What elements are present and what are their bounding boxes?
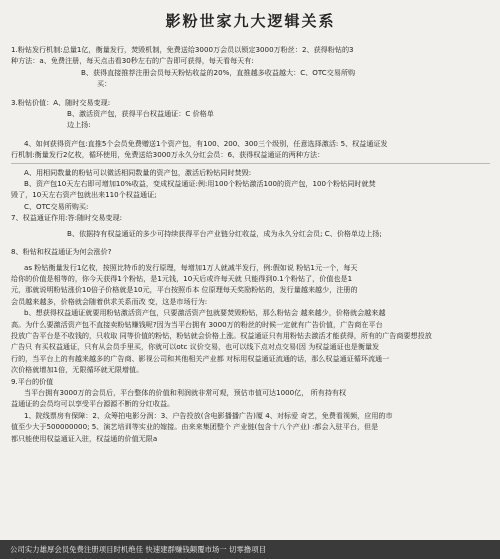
section-9-platform-value: [11, 376, 490, 444]
text-line: 次价格就增加1倍，无限循环就无限增值。: [11, 365, 144, 375]
divider: [11, 163, 490, 164]
page-title: 影粉世家九大逻辑关系: [165, 12, 336, 30]
text-line: 4、如何获得资产包:直推5个会员免费赠送1个资产包，有100、200、300三个级别，任意选择激活: 5、权益通证发: [24, 138, 388, 148]
text-line: 毁了，10天左右资产包就出来110个权益通证;: [11, 190, 157, 200]
text-line: 7、权益通证作用:答:随时交易变现:: [11, 213, 122, 223]
section-1-issuance: [11, 44, 490, 90]
footer-banner: 公司实力雄厚会员免费注册项目时机绝佳 快速建群赚钱颠覆市场一 切零撸项目: [0, 540, 500, 559]
text-line: B、激活资产包，获得平台权益通证：C 价格单: [67, 109, 214, 119]
text-line: 买：: [97, 79, 112, 89]
text-line: B、获得直接推荐注册会员每天粉钻收益的20%，直推越多收益越大：C、OTC交易所购: [81, 67, 356, 77]
text-line: C、OTC交易所购买:: [24, 201, 89, 211]
text-line: 给你的价值是相等的，你今天获得1个粉钻，是1元钱，10天后或许每天就 只能得到0.1个粉钻了，价值也是1: [11, 273, 353, 283]
text-line: 会员越来越多，价格就会随着供求关系而改 变，这是市场行为:: [11, 296, 208, 306]
section-3-value: [11, 97, 490, 131]
section-8-price-rise: [11, 246, 490, 375]
text-line: 当平台拥有3000万的会员后，平台整体的价值和利润就非常可观，预估市值可达1000亿， 所有持有权: [24, 387, 347, 397]
text-line: 1.粉钻发行机制:总量1亿，衡量发行，焚毁机制，免费送给3000万会员以锁定3000万粉丝：2、获得粉钻的3: [11, 45, 354, 54]
text-line: 投放广告平台是不收钱的，只收取 同等价值的粉钻，粉钻就会价格上涨。权益通证只有用粉钻去激活才能获得，所有的广告商要想投放: [11, 330, 432, 340]
text-line: 都只能使用权益通证入驻，权益通的价值无限a: [11, 433, 158, 443]
text-line: as 粉钻衡量发行1亿枚，按照比特币的发行原理，每增加1万人就减半发行，例:假如说 粉钻1元一个，每天: [24, 262, 358, 272]
text-line: 种方法：a、免费注册，每天点击看30秒左右的广告即可获得，每天看每天有:: [11, 56, 254, 66]
text-line: 行的，当平台上的有越来越多的广告商、影视公司和其他相关产业都 对标用权益通证流通的话，那么权益通证循环流通一: [11, 353, 390, 363]
text-line: A、用相同数量的粉钻可以微活相同数量的资产包，激活后粉钻同时焚毁:: [24, 167, 252, 177]
text-line: b、想获得权益通证就要用粉钻激活资产包，只要激活资产包就要焚毁粉钻，那么粉钻会 越来越少，价格就会越来越: [24, 308, 386, 318]
text-line: B、资产包10天左右即可增加10%收益，变成权益通证:例:用100个粉钻激活100的资产包，100个粉钻同时就焚: [24, 179, 376, 189]
section-4-asset-package: [11, 138, 490, 239]
text-line: 元，那就说明粉钻涨价10倍子价格就是10元，平台按照币本 位原理每天奖励粉钻的，发行量越来越少，注册的: [11, 285, 358, 295]
text-line: 广告只 有买权益通证，只有从会员手里买，你就可以otc 议价交易，也可以线下点对点交易(因 为权益通证也是衡量发: [11, 342, 380, 352]
text-line: 8、粉钻和权益通证为何会涨价?: [11, 247, 112, 257]
text-line: 高。为什么要激活资产包不直接卖粉钻赚钱呢?因为当平台拥有 3000万的粉丝的时候一定就有广告价值，广告商在平台: [11, 319, 383, 329]
text-line: 益通证的会员均可以享受平台源源不断的分红收益。: [11, 399, 175, 409]
text-line: 值至少大于500000000; 5、演艺培训等实业的嫁接。由来来集团整个 产业链(包含十八个产业) :都会入驻平台，但是: [11, 422, 379, 432]
text-line: 9.平台的价值: [11, 376, 54, 386]
text-line: B、依据持有权益通证的多少可持续获得平台产业链分红收益，成为永久分红会员; C、价格单边上扬;: [67, 228, 382, 238]
text-line: 边上扬:: [67, 120, 91, 130]
text-line: 3.粉钻价值：A、随时交易变现:: [11, 97, 111, 107]
text-line: 行机制:衡量发行2亿枚，循环使用，免费送给3000万永久分红会员：6、获得权益通证的两种方法：: [11, 150, 325, 160]
text-line: 1、院线票房有保障：2、众筹拍电影分润：3、户告投放(含电影播播广告)厦 4、对标爱 奇艺，免费看视频，应用的市: [24, 410, 393, 420]
